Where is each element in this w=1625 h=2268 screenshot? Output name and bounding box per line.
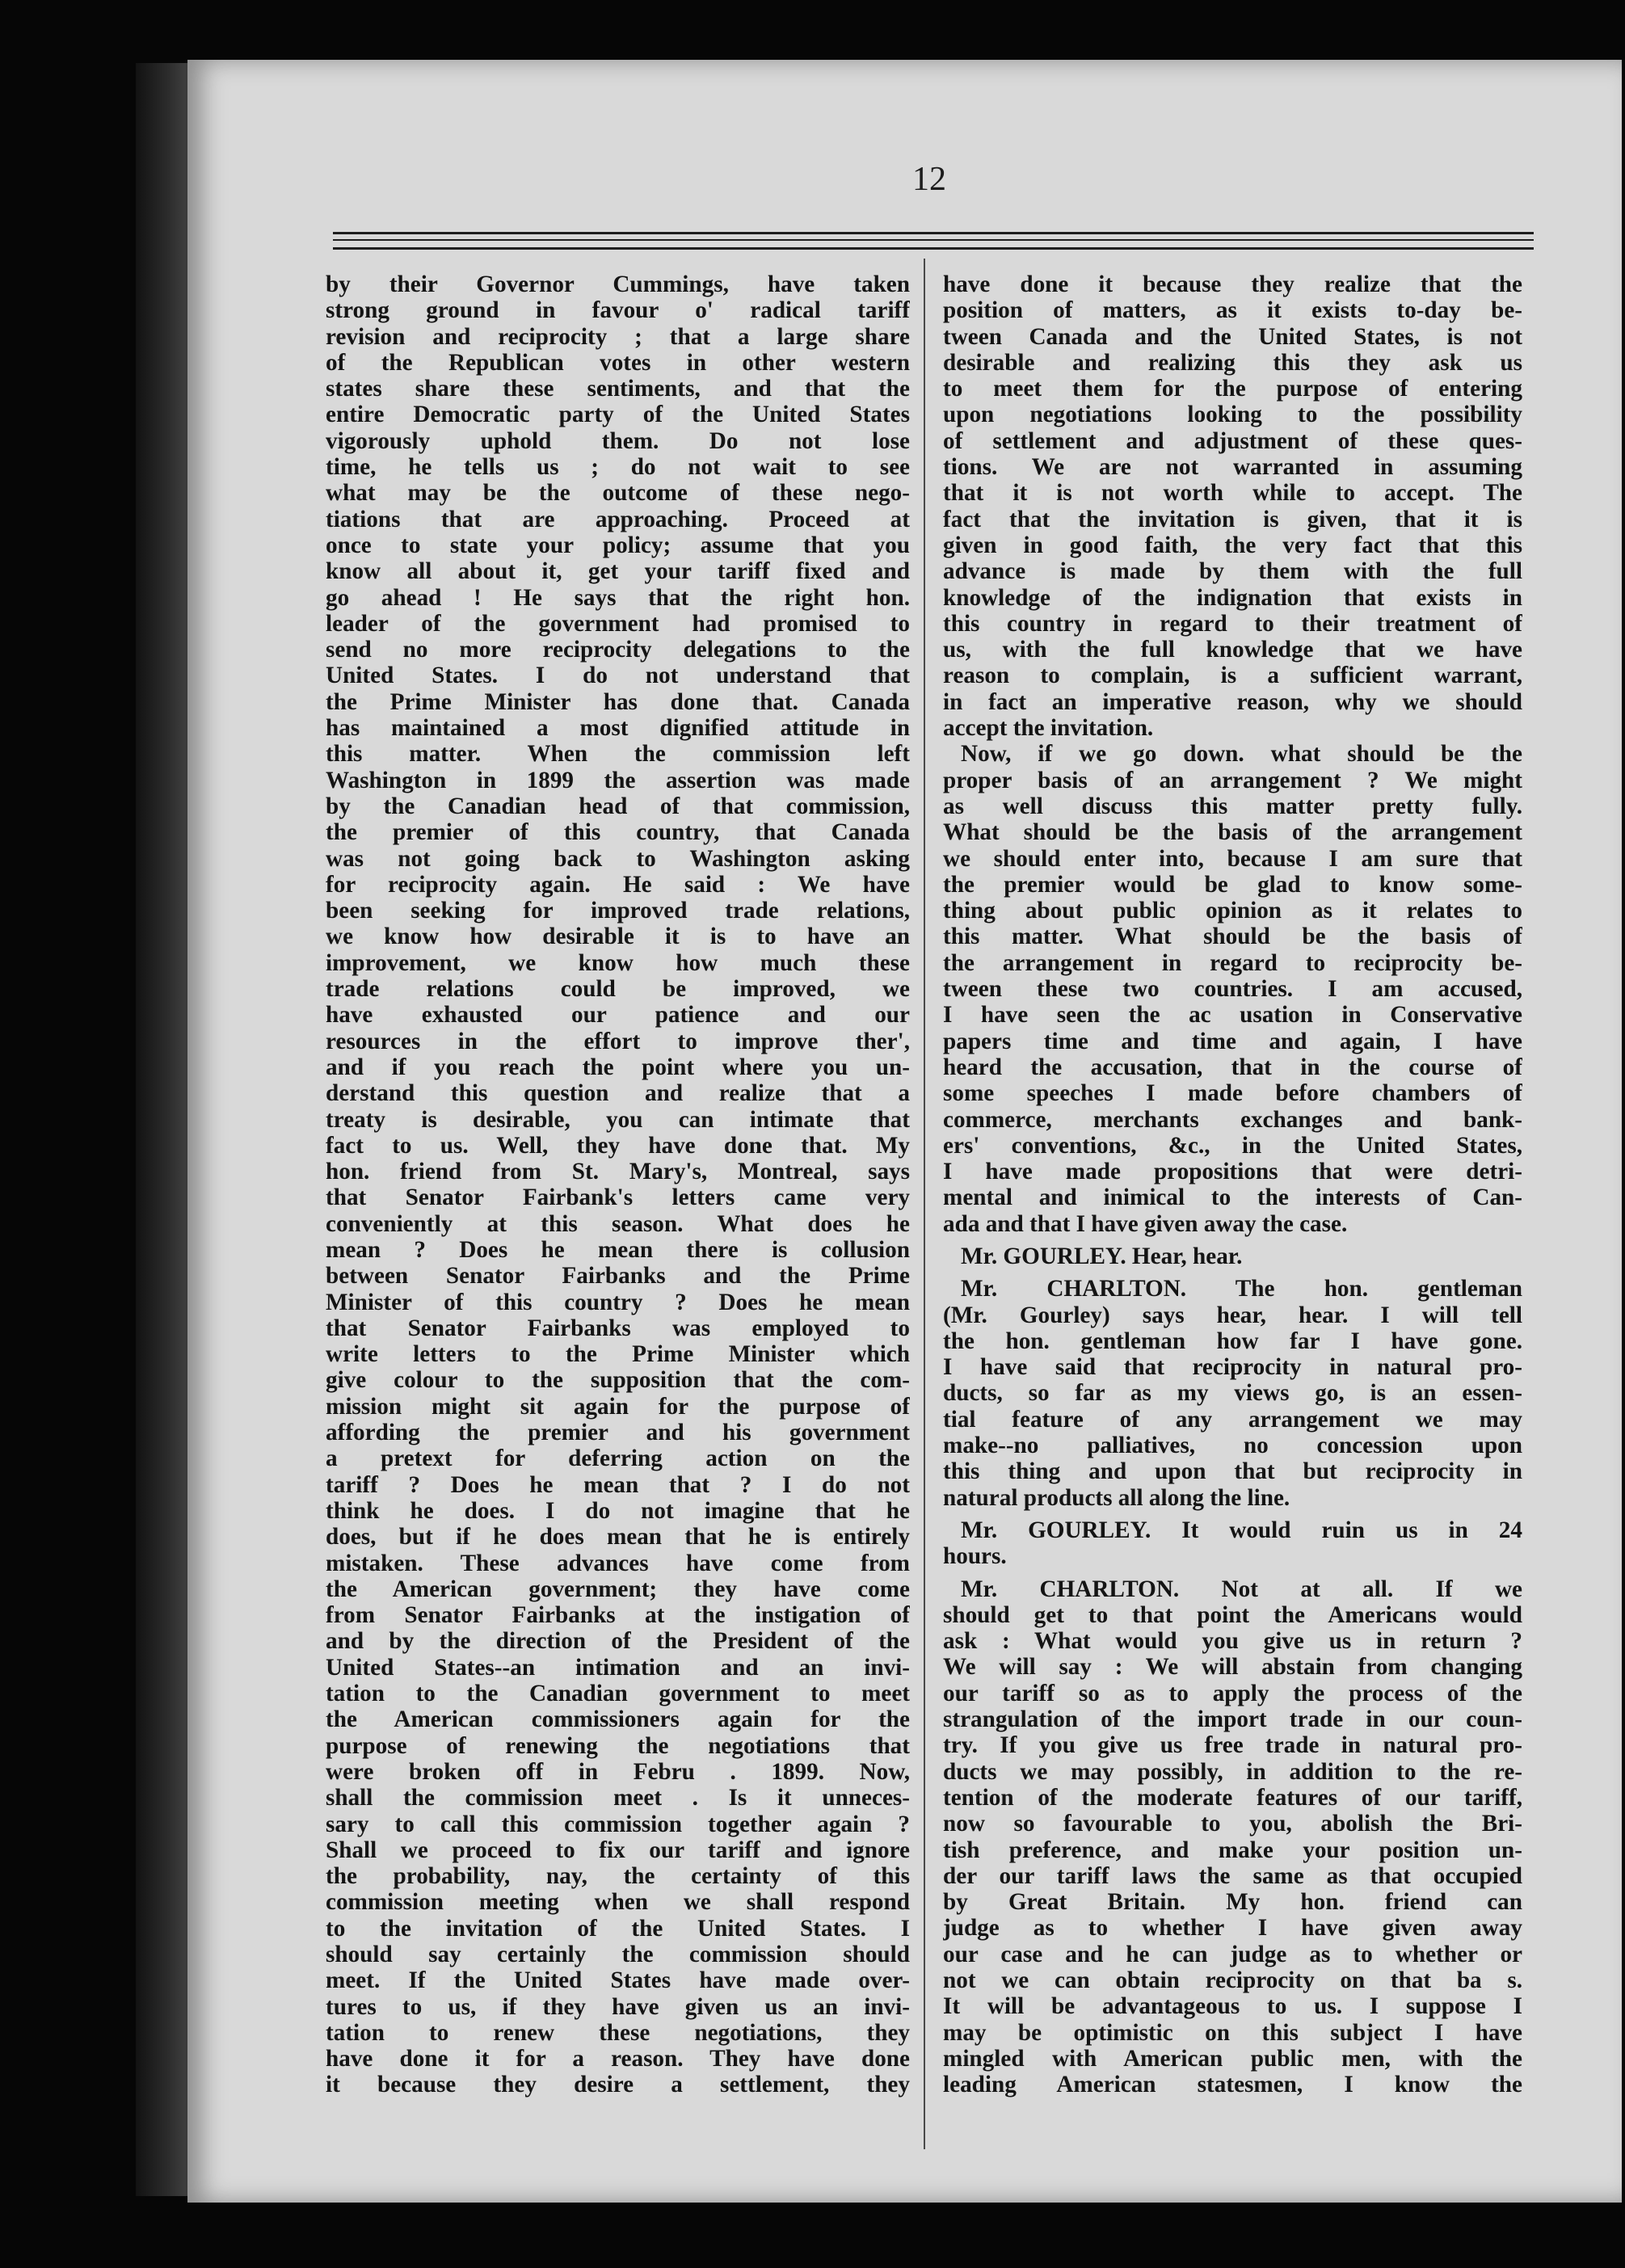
text-line: reason to complain, is a sufficient warrant, bbox=[943, 663, 1522, 689]
text-line: our tariff so as to apply the process of the bbox=[943, 1680, 1522, 1706]
text-line: now so favourable to you, abolish the Bri- bbox=[943, 1811, 1522, 1837]
text-line: tial feature of any arrangement we may bbox=[943, 1406, 1522, 1433]
text-line: has maintained a most dignified attitude in bbox=[326, 715, 910, 742]
text-line: position of matters, as it exists to-day be- bbox=[943, 297, 1522, 324]
text-line: states share these sentiments, and that the bbox=[326, 376, 910, 402]
text-line: natural products all along the line. bbox=[943, 1484, 1290, 1511]
text-line: hours. bbox=[943, 1543, 1007, 1570]
text-line: by the Canadian head of that commission, bbox=[326, 793, 910, 819]
text-line: was not going back to Washington asking bbox=[326, 845, 910, 872]
text-line: ask : What would you give us in return ? bbox=[943, 1628, 1522, 1655]
text-line: improvement, we know how much these bbox=[326, 949, 910, 976]
text-line: some speeches I made before chambers of bbox=[943, 1080, 1522, 1107]
text-line: between Senator Fairbanks and the Prime bbox=[326, 1263, 910, 1290]
text-line: commerce, merchants exchanges and bank- bbox=[943, 1106, 1522, 1133]
text-line: may be optimistic on this subject I have bbox=[943, 2019, 1522, 2046]
text-line: shall the commission meet . Is it unneces- bbox=[326, 1785, 910, 1811]
text-line: Shall we proceed to fix our tariff and ignore bbox=[326, 1837, 910, 1863]
text-line: mental and inimical to the interests of Can- bbox=[943, 1184, 1522, 1211]
text-line: to meet them for the purpose of entering bbox=[943, 376, 1522, 402]
text-line: (Mr. Gourley) says hear, hear. I will tell bbox=[943, 1302, 1522, 1328]
header-rule-bottom bbox=[333, 247, 1534, 250]
text-line: for reciprocity again. He said : We have bbox=[326, 871, 910, 898]
text-line: us, with the full knowledge that we have bbox=[943, 637, 1522, 663]
text-line: trade relations could be improved, we bbox=[326, 976, 910, 1003]
left-text-column bbox=[326, 271, 910, 2143]
text-line: think he does. I do not imagine that he bbox=[326, 1497, 910, 1524]
text-line: should get to that point the Americans would bbox=[943, 1601, 1522, 1628]
text-line: hon. friend from St. Mary's, Montreal, says bbox=[326, 1159, 910, 1185]
text-line: have done it because they realize that the bbox=[943, 271, 1522, 297]
text-line: treaty is desirable, you can intimate that bbox=[326, 1106, 910, 1133]
text-line: fact that the invitation is given, that it is bbox=[943, 506, 1522, 532]
text-line: I have seen the ac usation in Conservative bbox=[943, 1002, 1522, 1029]
header-rule-top bbox=[333, 232, 1534, 234]
text-line: been seeking for improved trade relations, bbox=[326, 898, 910, 924]
text-line: this matter. What should be the basis of bbox=[943, 924, 1522, 950]
text-line: that Senator Fairbanks was employed to bbox=[326, 1315, 910, 1341]
paragraph-gap bbox=[943, 1570, 1522, 1576]
text-line: by their Governor Cummings, have taken bbox=[326, 271, 910, 297]
text-line: Now, if we go down. what should be the bbox=[961, 741, 1522, 768]
text-line: What should be the basis of the arrangement bbox=[943, 819, 1522, 846]
text-line: were broken off in Febru . 1899. Now, bbox=[326, 1758, 910, 1785]
text-line: of the Republican votes in other western bbox=[326, 349, 910, 376]
text-line: mingled with American public men, with the bbox=[943, 2045, 1522, 2072]
text-line: It will be advantageous to us. I suppose I bbox=[943, 1993, 1522, 2020]
text-line: heard the accusation, that in the course of bbox=[943, 1054, 1522, 1080]
text-line: purpose of renewing the negotiations that bbox=[326, 1732, 910, 1759]
text-line: give colour to the supposition that the com- bbox=[326, 1367, 910, 1394]
text-line: tions. We are not warranted in assuming bbox=[943, 454, 1522, 481]
text-line: write letters to the Prime Minister which bbox=[326, 1341, 910, 1368]
text-line: this matter. When the commission left bbox=[326, 741, 910, 768]
paragraph-gap bbox=[943, 1511, 1522, 1517]
text-line: desirable and realizing this they ask us bbox=[943, 349, 1522, 376]
text-line: tiations that are approaching. Proceed at bbox=[326, 506, 910, 532]
text-line: a pretext for deferring action on the bbox=[326, 1445, 910, 1472]
text-line: the hon. gentleman how far I have gone. bbox=[943, 1328, 1522, 1354]
text-line: tween these two countries. I am accused, bbox=[943, 976, 1522, 1003]
text-line: the probability, nay, the certainty of this bbox=[326, 1863, 910, 1890]
text-line: ers' conventions, &c., in the United States, bbox=[943, 1132, 1522, 1159]
text-line: I have said that reciprocity in natural pro- bbox=[943, 1354, 1522, 1381]
text-line: mean ? Does he mean there is collusion bbox=[326, 1236, 910, 1263]
text-line: advance is made by them with the full bbox=[943, 558, 1522, 585]
text-line: I have made propositions that were detri- bbox=[943, 1159, 1522, 1185]
text-line: have exhausted our patience and our bbox=[326, 1002, 910, 1029]
text-line: resources in the effort to improve ther', bbox=[326, 1028, 910, 1054]
text-line: what may be the outcome of these nego- bbox=[326, 480, 910, 507]
text-line: go ahead ! He says that the right hon. bbox=[326, 584, 910, 611]
text-line: our case and he can judge as to whether or bbox=[943, 1941, 1522, 1967]
text-line: der our tariff laws the same as that occupied bbox=[943, 1862, 1522, 1889]
text-line: tish preference, and make your position un- bbox=[943, 1837, 1522, 1863]
text-line: should say certainly the commission should bbox=[326, 1942, 910, 1967]
text-line: papers time and time and again, I have bbox=[943, 1028, 1522, 1054]
text-line: affording the premier and his government bbox=[326, 1420, 910, 1446]
text-line: Mr. CHARLTON. The hon. gentleman bbox=[961, 1276, 1522, 1302]
text-line: that Senator Fairbank's letters came very bbox=[326, 1184, 910, 1211]
text-line: time, he tells us ; do not wait to see bbox=[326, 454, 910, 481]
text-line: by Great Britain. My hon. friend can bbox=[943, 1889, 1522, 1916]
text-line: We will say : We will abstain from changing bbox=[943, 1654, 1522, 1681]
text-line: from Senator Fairbanks at the instigation of bbox=[326, 1602, 910, 1629]
column-divider bbox=[924, 259, 925, 2149]
text-line: tures to us, if they have given us an invi- bbox=[326, 1993, 910, 2020]
text-line: once to state your policy; assume that you bbox=[326, 532, 910, 558]
text-line: to the invitation of the United States. I bbox=[326, 1915, 910, 1942]
text-line: the arrangement in regard to reciprocity be- bbox=[943, 949, 1522, 976]
text-line: of settlement and adjustment of these ques- bbox=[943, 427, 1522, 454]
text-line: it because they desire a settlement, they bbox=[326, 2072, 910, 2098]
header-rule-middle bbox=[333, 239, 1534, 241]
text-line: the American government; they have come bbox=[326, 1576, 910, 1602]
text-line: fact to us. Well, they have done that. My bbox=[326, 1132, 910, 1159]
text-line: United States--an intimation and an invi- bbox=[326, 1654, 910, 1681]
text-line: proper basis of an arrangement ? We might bbox=[943, 767, 1522, 793]
text-line: know all about it, get your tariff fixed and bbox=[326, 558, 910, 585]
text-line: the American commissioners again for the bbox=[326, 1706, 910, 1733]
text-line: ducts we may possibly, in addition to the re- bbox=[943, 1758, 1522, 1785]
text-line: United States. I do not understand that bbox=[326, 663, 910, 689]
text-line: ada and that I have given away the case. bbox=[943, 1210, 1348, 1237]
text-line: Mr. GOURLEY. It would ruin us in 24 bbox=[961, 1517, 1522, 1543]
text-line: tation to renew these negotiations, they bbox=[326, 2019, 910, 2046]
text-line: derstand this question and realize that a bbox=[326, 1080, 910, 1107]
text-line: does, but if he does mean that he is entirely bbox=[326, 1524, 910, 1551]
text-line: and by the direction of the President of the bbox=[326, 1628, 910, 1655]
text-line: strong ground in favour o' radical tariff bbox=[326, 297, 910, 324]
text-line: Mr. GOURLEY. Hear, hear. bbox=[961, 1243, 1243, 1269]
text-line: revision and reciprocity ; that a large share bbox=[326, 323, 910, 350]
text-line: make--no palliatives, no concession upon bbox=[943, 1433, 1522, 1459]
text-line: that it is not worth while to accept. The bbox=[943, 480, 1522, 507]
text-line: leader of the government had promised to bbox=[326, 610, 910, 637]
text-line: send no more reciprocity delegations to the bbox=[326, 637, 910, 663]
page-number: 12 bbox=[912, 161, 946, 198]
text-line: ducts, so far as my views go, is an essen- bbox=[943, 1380, 1522, 1407]
right-text-column bbox=[943, 271, 1522, 2143]
text-line: tation to the Canadian government to meet bbox=[326, 1681, 910, 1707]
text-line: have done it for a reason. They have done bbox=[326, 2046, 910, 2072]
text-line: tention of the moderate features of our tariff, bbox=[943, 1784, 1522, 1811]
text-line: we should enter into, because I am sure that bbox=[943, 845, 1522, 872]
text-line: knowledge of the indignation that exists in bbox=[943, 584, 1522, 611]
text-line: as well discuss this matter pretty fully. bbox=[943, 793, 1522, 819]
paragraph-gap bbox=[943, 1269, 1522, 1276]
text-line: try. If you give us free trade in natural pro- bbox=[943, 1732, 1522, 1759]
text-line: Mr. CHARLTON. Not at all. If we bbox=[961, 1576, 1522, 1602]
text-line: accept the invitation. bbox=[943, 715, 1154, 742]
text-line: entire Democratic party of the United States bbox=[326, 402, 910, 428]
text-line: not we can obtain reciprocity on that ba s. bbox=[943, 1967, 1522, 1993]
text-line: conveniently at this season. What does he bbox=[326, 1210, 910, 1237]
text-line: in fact an imperative reason, why we should bbox=[943, 688, 1522, 715]
text-line: leading American statesmen, I know the bbox=[943, 2072, 1522, 2098]
text-line: this country in regard to their treatment of bbox=[943, 610, 1522, 637]
text-line: the premier of this country, that Canada bbox=[326, 819, 910, 846]
text-line: given in good faith, the very fact that this bbox=[943, 532, 1522, 558]
text-line: strangulation of the import trade in our coun- bbox=[943, 1706, 1522, 1733]
text-line: and if you reach the point where you un- bbox=[326, 1054, 910, 1080]
text-line: judge as to whether I have given away bbox=[943, 1915, 1522, 1942]
text-line: this thing and upon that but reciprocity in bbox=[943, 1458, 1522, 1485]
text-line: sary to call this commission together again ? bbox=[326, 1811, 910, 1837]
text-line: mission might sit again for the purpose of bbox=[326, 1393, 910, 1420]
text-line: Minister of this country ? Does he mean bbox=[326, 1289, 910, 1315]
text-line: the premier would be glad to know some- bbox=[943, 871, 1522, 898]
text-line: tariff ? Does he mean that ? I do not bbox=[326, 1471, 910, 1498]
text-line: vigorously uphold them. Do not lose bbox=[326, 427, 910, 454]
paragraph-gap bbox=[943, 1237, 1522, 1243]
text-line: meet. If the United States have made over- bbox=[326, 1967, 910, 1994]
text-line: mistaken. These advances have come from bbox=[326, 1550, 910, 1576]
text-line: upon negotiations looking to the possibility bbox=[943, 402, 1522, 428]
text-line: commission meeting when we shall respond bbox=[326, 1889, 910, 1916]
text-line: thing about public opinion as it relates to bbox=[943, 898, 1522, 924]
text-line: Washington in 1899 the assertion was made bbox=[326, 767, 910, 793]
text-line: tween Canada and the United States, is not bbox=[943, 323, 1522, 350]
text-line: we know how desirable it is to have an bbox=[326, 924, 910, 950]
text-line: the Prime Minister has done that. Canada bbox=[326, 688, 910, 715]
